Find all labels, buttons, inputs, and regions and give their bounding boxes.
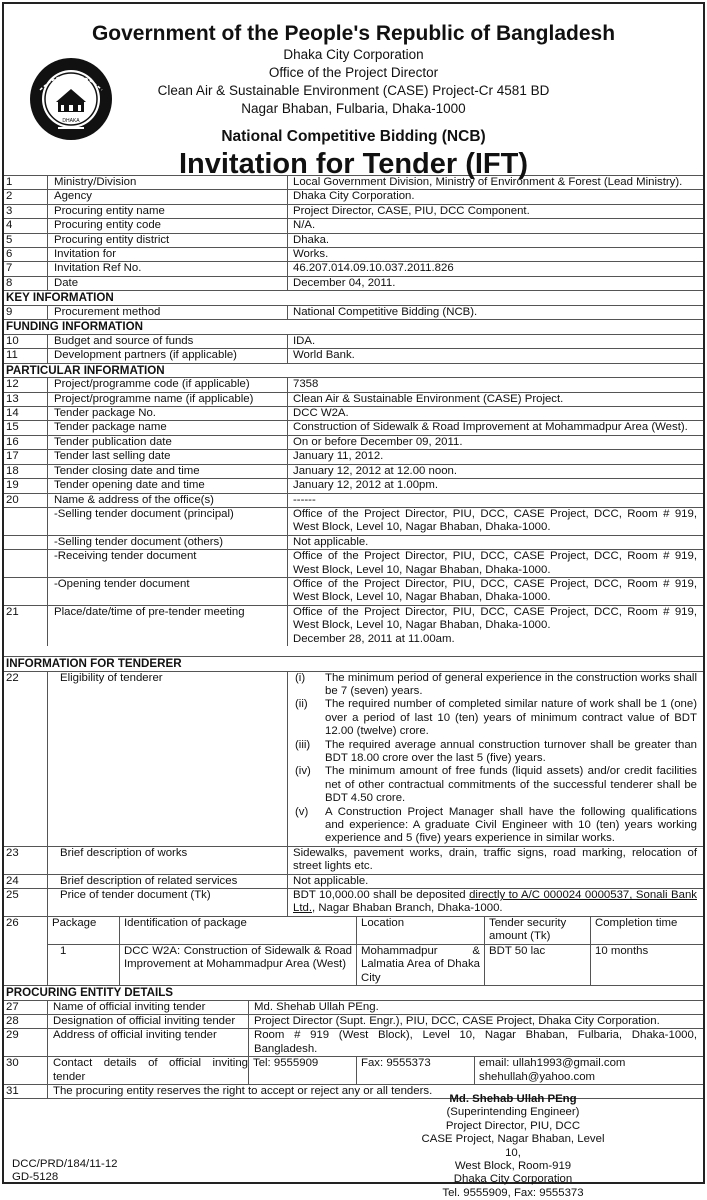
row-label: Development partners (if applicable): [48, 349, 288, 362]
criteria-number: (i): [295, 671, 306, 684]
row-value-text: On or before December 09, 2011.: [293, 435, 463, 448]
row-number: 10: [4, 335, 48, 348]
row-value: [288, 494, 703, 507]
row-number: 27: [4, 1001, 48, 1014]
office-address: Nagar Bhaban, Fulbaria, Dhaka-1000: [241, 101, 466, 116]
row-value: [288, 219, 703, 232]
col-header: Identification of package: [120, 917, 357, 944]
criteria-number: (ii): [295, 698, 308, 711]
row-value-text: National Competitive Bidding (NCB).: [293, 305, 478, 318]
table-row: [4, 1056, 703, 1084]
table-row: [4, 549, 703, 577]
row-value: [288, 436, 703, 449]
row-number: 13: [4, 393, 48, 406]
row-label: -Selling tender document (principal): [48, 508, 288, 535]
row-value: [288, 606, 703, 646]
row-value: [288, 277, 703, 290]
row-value: [288, 205, 703, 218]
table-row: [4, 392, 703, 406]
table-row: [4, 261, 703, 275]
table-row: [4, 535, 703, 549]
table-row: [4, 464, 703, 478]
row-label: Price of tender document (Tk): [48, 889, 288, 916]
row-value-text: Office of the Project Director, PIU, DCC, CASE Project, DCC, Room # 919, West Block, Level 10, Nagar Bhaban, Dhaka-1000.: [293, 550, 697, 576]
row-number: 1: [4, 176, 48, 189]
row-value-text: Clean Air & Sustainable Environment (CASE) Project.: [293, 392, 564, 405]
table-row: [4, 478, 703, 492]
signature-line: Dhaka City Corporation: [453, 1173, 573, 1186]
row-number: [4, 578, 48, 605]
package-table: [48, 917, 703, 985]
signature-line: Tel. 9555909, Fax: 9555373: [442, 1186, 584, 1199]
signature-line: Project Director, PIU, DCC: [445, 1119, 581, 1132]
row-value: [288, 234, 703, 247]
row-number: [4, 536, 48, 549]
table-row: [4, 671, 703, 846]
section-heading: PROCURING ENTITY DETAILS: [4, 985, 703, 1000]
criteria-item: [293, 765, 697, 805]
row-value: [288, 393, 703, 406]
row-value-text: DCC W2A.: [293, 407, 349, 420]
row-value: [288, 479, 703, 492]
row-value-text: Works.: [293, 248, 329, 261]
criteria-item: [293, 806, 697, 846]
row-number: 6: [4, 248, 48, 261]
row-value-text: January 11, 2012.: [293, 450, 384, 463]
page-title: Invitation for Tender (IFT): [178, 148, 529, 180]
row-label: Project/programme name (if applicable): [48, 393, 288, 406]
row-value: Sidewalks, pavement works, drain, traffic signs, road marking, relocation of street lights etc.: [293, 846, 697, 873]
row-value: [288, 421, 703, 434]
row-value-text: ------: [293, 493, 316, 506]
row-label: Tender publication date: [48, 436, 288, 449]
row-label: -Selling tender document (others): [48, 536, 288, 549]
package-data: [48, 945, 703, 985]
row-label: Procurement method: [48, 306, 288, 319]
table-row: [4, 1014, 703, 1028]
row-value: [288, 889, 703, 916]
criteria-number: (v): [295, 805, 309, 818]
row-number: 17: [4, 450, 48, 463]
contact-email: [475, 1057, 703, 1084]
criteria-text: A Construction Project Manager shall have the following qualifications and experience: A graduate Civil Engineer with 10 (ten) years working experience and 5 (five) years experience in similar works.: [325, 805, 697, 845]
row-number: 3: [4, 205, 48, 218]
row-label: Tender package No.: [48, 407, 288, 420]
section-heading: PARTICULAR INFORMATION: [4, 363, 703, 378]
ref-number: DCC/PRD/184/11-12: [12, 1158, 118, 1170]
table-row: [4, 888, 703, 916]
package-cell: Mohammadpur & Lalmatia Area of Dhaka City: [357, 945, 485, 985]
row-value: The procuring entity reserves the right to accept or reject any or all tenders.: [53, 1084, 433, 1097]
tender-table: [4, 175, 703, 1099]
row-label: Eligibility of tenderer: [48, 672, 288, 846]
row-value-text: Dhaka.: [293, 233, 330, 246]
row-value-text: Construction of Sidewalk & Road Improvement at Mohammadpur Area (West).: [293, 421, 688, 434]
row-label: Place/date/time of pre-tender meeting: [48, 606, 288, 646]
table-row: [4, 204, 703, 218]
criteria-text: The minimum period of general experience in the construction works shall be 7 (seven) years.: [325, 671, 697, 697]
row-label: Agency: [48, 190, 288, 203]
table-row: [4, 435, 703, 449]
row-value-text: January 12, 2012 at 12.00 noon.: [293, 464, 458, 477]
signature-line: (Superintending Engineer): [446, 1106, 580, 1119]
row-label: Budget and source of funds: [48, 335, 288, 348]
row-number: 25: [4, 889, 48, 916]
table-row: [4, 605, 703, 646]
row-value-text: 7358: [293, 378, 319, 391]
row-label: Brief description of related services: [48, 875, 288, 888]
row-value: [288, 248, 703, 261]
row-label: Tender closing date and time: [48, 465, 288, 478]
row-value-text: Project Director, CASE, PIU, DCC Component.: [293, 204, 530, 217]
row-value: [288, 550, 703, 577]
eligibility-criteria: [288, 672, 703, 846]
row-number: 11: [4, 349, 48, 362]
row-number: 21: [4, 606, 48, 646]
col-header: Location: [357, 917, 485, 944]
row-label: Invitation Ref No.: [48, 262, 288, 275]
row-number: 2: [4, 190, 48, 203]
row-label: -Opening tender document: [48, 578, 288, 605]
row-number: 12: [4, 378, 48, 391]
row-number: 15: [4, 421, 48, 434]
table-row: [4, 577, 703, 605]
table-row: [4, 420, 703, 434]
signature-line: CASE Project, Nagar Bhaban, Level 10,: [421, 1133, 605, 1159]
criteria-text: The required number of completed similar nature of work shall be 1 (one) over a period of last 10 (ten) years of minimum contract value of BDT 12.00 (twelve) crore.: [325, 698, 697, 738]
col-header: Tender security amount (Tk): [485, 917, 591, 944]
row-number: 23: [4, 847, 48, 874]
row-value: [288, 335, 703, 348]
row-value-text: Local Government Division, Ministry of Environment & Forest (Lead Ministry).: [293, 176, 683, 188]
row-label: Tender opening date and time: [48, 479, 288, 492]
row-number: 4: [4, 219, 48, 232]
table-row: [4, 276, 703, 290]
row-value: [288, 578, 703, 605]
ref-number: GD-5128: [12, 1171, 59, 1184]
row-label: Tender package name: [48, 421, 288, 434]
package-row: [4, 916, 703, 985]
row-value: [288, 407, 703, 420]
notice-header: [4, 4, 703, 180]
row-label: Name & address of the office(s): [48, 494, 288, 507]
table-row: [4, 406, 703, 420]
table-row: [4, 449, 703, 463]
row-number: 29: [4, 1029, 48, 1056]
row-number: 31: [4, 1085, 48, 1098]
row-number: 28: [4, 1015, 48, 1028]
contact-fax: Fax: 9555373: [357, 1057, 475, 1084]
criteria-item: [293, 672, 697, 699]
signature-block: [413, 1093, 613, 1200]
table-row: [4, 334, 703, 348]
criteria-item: [293, 739, 697, 766]
row-number: 24: [4, 875, 48, 888]
criteria-number: (iv): [295, 765, 311, 778]
row-label: Procuring entity name: [48, 205, 288, 218]
contact-cells: [249, 1057, 703, 1084]
email-secondary: shehullah@yahoo.com: [479, 1070, 596, 1083]
row-number: [4, 508, 48, 535]
package-cell: BDT 50 lac: [485, 945, 591, 985]
row-label: Tender last selling date: [48, 450, 288, 463]
row-value-text: World Bank.: [293, 349, 355, 362]
branch-text: , Nagar Bhaban Branch, Dhaka-1000.: [312, 902, 503, 915]
row-number: 18: [4, 465, 48, 478]
package-cell: 10 months: [595, 944, 649, 957]
table-row: [4, 348, 703, 362]
row-label: Procuring entity district: [48, 234, 288, 247]
row-value: Not applicable.: [293, 874, 369, 887]
table-row: [4, 846, 703, 874]
row-value: [288, 262, 703, 275]
signature-line: West Block, Room-919: [454, 1160, 572, 1173]
row-label: Ministry/Division: [48, 176, 288, 189]
col-header: Completion time: [595, 916, 678, 929]
criteria-number: (iii): [295, 738, 311, 751]
row-number: 22: [4, 672, 48, 846]
row-value: [288, 508, 703, 535]
reference-numbers: [12, 1158, 118, 1185]
tender-notice: [2, 2, 705, 1199]
row-label: Procuring entity code: [48, 219, 288, 232]
section-heading: INFORMATION FOR TENDERER: [4, 656, 703, 671]
row-number: 30: [4, 1057, 48, 1084]
row-value-text: IDA.: [293, 334, 316, 347]
row-value: [288, 349, 703, 362]
row-value: [288, 378, 703, 391]
row-number: 8: [4, 277, 48, 290]
row-value-text: December 04, 2011.: [293, 276, 396, 289]
corporation-name: Dhaka City Corporation: [283, 47, 424, 62]
row-value-text: January 12, 2012 at 1.00pm.: [293, 479, 439, 492]
bidding-type: National Competitive Bidding (NCB): [221, 128, 486, 145]
row-value-text: Dhaka City Corporation.: [293, 190, 415, 203]
section-heading: KEY INFORMATION: [4, 290, 703, 305]
row-value: [288, 306, 703, 319]
row-value: [288, 450, 703, 463]
row-number: 7: [4, 262, 48, 275]
price-text: BDT 10,000.00 shall be deposited: [293, 889, 470, 902]
row-label: Invitation for: [48, 248, 288, 261]
row-value: Room # 919 (West Block), Level 10, Nagar Bhaban, Fulbaria, Dhaka-1000, Bangladesh.: [254, 1029, 697, 1055]
row-value-text: Office of the Project Director, PIU, DCC, CASE Project, DCC, Room # 919, West Block, Level 10, Nagar Bhaban, Dhaka-1000.: [293, 605, 697, 632]
row-value: Project Director (Supt. Engr.), PIU, DCC, CASE Project, Dhaka City Corporation.: [254, 1014, 660, 1027]
row-value: [288, 190, 703, 203]
row-label: Project/programme code (if applicable): [48, 378, 288, 391]
criteria-item: [293, 698, 697, 738]
row-value-text: N/A.: [293, 219, 316, 232]
col-header: Package: [48, 917, 120, 944]
table-row: [4, 1000, 703, 1014]
project-name: Clean Air & Sustainable Environment (CASE) Project-Cr 4581 BD: [157, 83, 550, 98]
row-value-text: Office of the Project Director, PIU, DCC, CASE Project, DCC, Room # 919, West Block, Level 10, Nagar Bhaban, Dhaka-1000.: [293, 577, 697, 604]
row-label: Address of official inviting tender: [48, 1029, 249, 1056]
row-value-extra: December 28, 2011 at 11.00am.: [293, 632, 455, 645]
bank-account-text: directly to A/C 000024 0000537, Sonali Bank Ltd.: [293, 889, 697, 915]
row-value: [288, 536, 703, 549]
table-row: [4, 507, 703, 535]
row-value-text: Not applicable.: [293, 535, 369, 548]
row-number: [4, 550, 48, 577]
email-primary: email: ullah1993@gmail.com: [479, 1057, 626, 1070]
row-label: Date: [48, 277, 288, 290]
signatory-name: Md. Shehab Ullah PEng: [449, 1093, 577, 1105]
package-header: [48, 917, 703, 945]
office-name: Office of the Project Director: [268, 65, 439, 80]
row-label: Brief description of works: [48, 847, 288, 874]
criteria-text: The required average annual construction turnover shall be greater than BDT 18.00 crore over the last 5 (five) years.: [325, 738, 697, 764]
row-label: Designation of official inviting tender: [48, 1015, 249, 1028]
row-number: 19: [4, 479, 48, 492]
svg-text:DHAKA: DHAKA: [62, 118, 80, 124]
row-number: 14: [4, 407, 48, 420]
row-number: 9: [4, 306, 48, 319]
section-heading: FUNDING INFORMATION: [4, 319, 703, 334]
package-cell: DCC W2A: Construction of Sidewalk & Road Improvement at Mohammadpur Area (West): [120, 945, 357, 985]
row-label: Contact details of official inviting tender: [48, 1057, 249, 1084]
row-number: 20: [4, 494, 48, 507]
row-value-text: Office of the Project Director, PIU, DCC, CASE Project, DCC, Room # 919, West Block, Level 10, Nagar Bhaban, Dhaka-1000.: [293, 507, 697, 534]
table-row: [4, 493, 703, 507]
row-number: 26: [4, 917, 48, 985]
row-value: [288, 465, 703, 478]
contact-tel: Tel: 9555909: [249, 1057, 357, 1084]
dcc-seal-icon: [28, 56, 114, 142]
table-row: [4, 305, 703, 319]
package-cell: 1: [48, 945, 120, 985]
row-value-text: 46.207.014.09.10.037.2011.826: [293, 262, 454, 275]
criteria-text: The minimum amount of free funds (liquid assets) and/or credit facilities net of other contractual commitments of the successful tenderer shall be BDT 4.50 crore.: [325, 765, 697, 805]
table-row: [4, 377, 703, 391]
table-row: [4, 1028, 703, 1056]
table-row: [4, 874, 703, 888]
row-label: Name of official inviting tender: [48, 1001, 249, 1014]
table-row: [4, 189, 703, 203]
row-label: -Receiving tender document: [48, 550, 288, 577]
table-row: [4, 233, 703, 247]
government-title: Government of the People's Republic of Bangladesh: [91, 22, 616, 45]
table-row: [4, 218, 703, 232]
row-number: 5: [4, 234, 48, 247]
row-number: 16: [4, 436, 48, 449]
row-value: Md. Shehab Ullah PEng.: [254, 1000, 379, 1013]
table-row: [4, 247, 703, 261]
